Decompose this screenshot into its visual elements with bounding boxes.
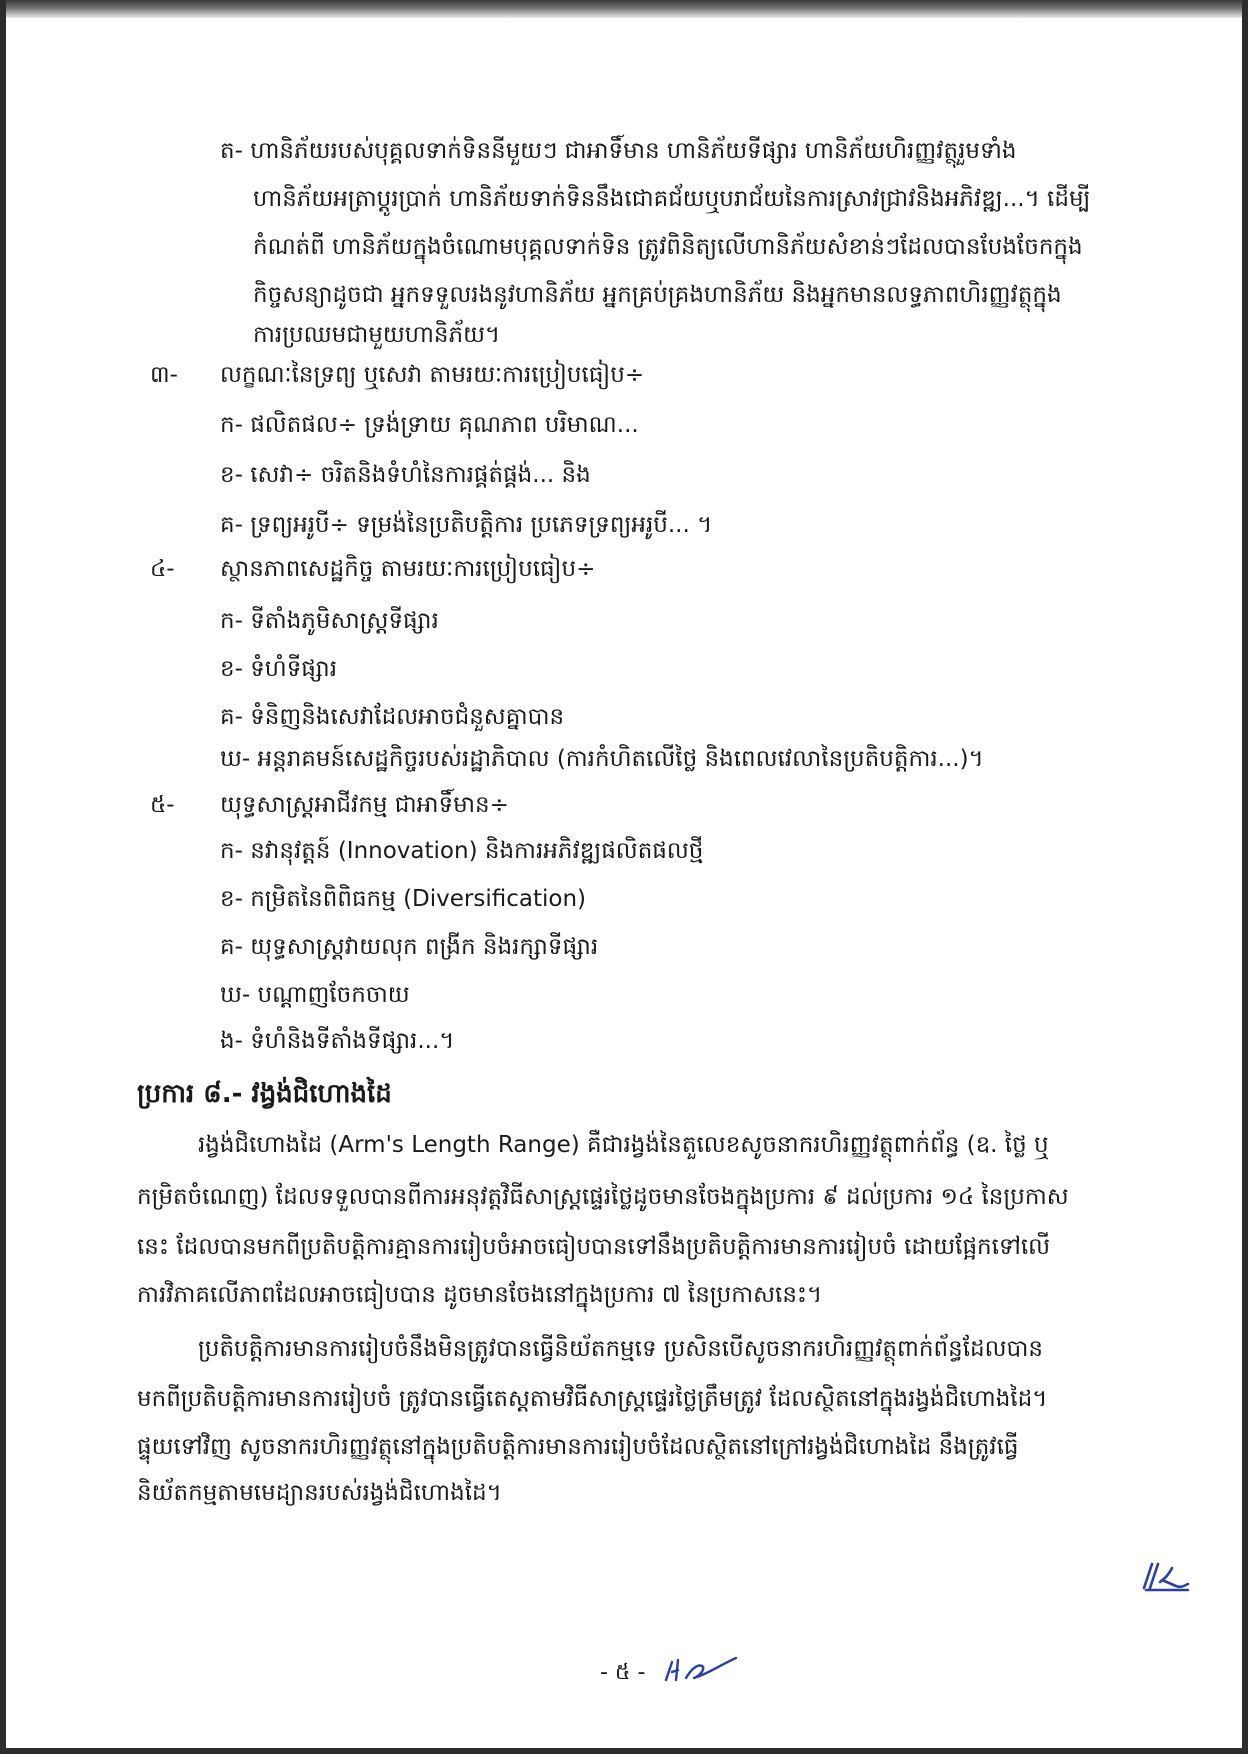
paragraph-2-line: មកពីប្រតិបត្តិការមានការរៀបចំ ត្រូវបានធ្វើតេស្តតាមវិធីសាស្ត្រផ្ទេរថ្លៃត្រឹមត្រូវ ដែលស្ថិតនៅក្នុងរង្វង់ជិហោងដៃ។	[137, 1386, 1048, 1412]
paragraph-2-line: ប្រតិបត្តិការមានការរៀបចំនឹងមិនត្រូវបានធ្វើនិយ័តកម្មទេ ប្រសិនបើសូចនាករហិរញ្ញវត្ថុពាក់ព័ន្ធដែលបាន	[198, 1336, 1043, 1362]
section-5-title: យុទ្ធសាស្ត្រអាជីវកម្ម ជាអាទិ៍មាន÷	[220, 792, 509, 818]
paragraph-2-line: ផ្ទុយទៅវិញ សូចនាករហិរញ្ញវត្ថុនៅក្នុងប្រតិបត្តិការមានការរៀបចំដែលស្ថិតនៅក្រៅរង្វង់ជិហោងដៃ នឹងត្រូវធ្វើ	[137, 1434, 1019, 1460]
section-4-item: ខ- ទំហំទីផ្សារ	[220, 656, 338, 682]
scan-border-right	[1242, 0, 1248, 1754]
section-4-item: ក- ទីតាំងភូមិសាស្ត្រទីផ្សារ	[220, 608, 439, 634]
section-3-number: ៣-	[150, 362, 178, 388]
paragraph-1-line: នេះ ដែលបានមកពីប្រតិបត្តិការគ្មានការរៀបចំអាចធៀបបានទៅនឹងប្រតិបត្តិការមានការរៀបចំ ដោយផ្អែកទៅលើ	[137, 1234, 1051, 1260]
intro-line-2: ហានិភ័យអត្រាប្តូរប្រាក់ ហានិភ័យទាក់ទិននឹងជោគជ័យឬបរាជ័យនៃការស្រាវជ្រាវនិងអភិវឌ្ឍ...។ ដើម្បី	[253, 186, 1091, 212]
section-4-number: ៤-	[150, 556, 175, 582]
page-number: - ៥ -	[600, 1660, 646, 1685]
scan-border-top	[0, 0, 1248, 18]
paragraph-1-line: រង្វង់ជិហោងដៃ (Arm's Length Range) គឺជារង្វង់នៃតួលេខសូចនាករហិរញ្ញវត្ថុពាក់ព័ន្ធ (ឧ. ថ្លៃ ឬ	[198, 1132, 1049, 1158]
section-5-number: ៥-	[150, 792, 175, 818]
intro-line-1: ត- ហានិភ័យរបស់បុគ្គលទាក់ទិននីមួយៗ ជាអាទិ៍មាន ហានិភ័យទីផ្សារ ហានិភ័យហិរញ្ញវត្ថុរួមទាំង	[220, 138, 1017, 164]
section-4-item: គ- ទំនិញនិងសេវាដែលអាចជំនួសគ្នាបាន	[220, 704, 565, 730]
section-5-item: គ- យុទ្ធសាស្ត្រវាយលុក ពង្រីក និងរក្សាទីផ្សារ	[220, 934, 599, 960]
handwritten-initials-corner	[1138, 1556, 1194, 1596]
section-3-item: ក- ផលិតផល÷ ទ្រង់ទ្រាយ គុណភាព បរិមាណ...	[220, 412, 639, 438]
section-5-item: ឃ- បណ្តាញចែកចាយ	[220, 982, 410, 1008]
paragraph-1-line: ការវិភាគលើភាពដែលអាចធៀបបាន ដូចមានចែងនៅក្នុងប្រការ ៧ នៃប្រកាសនេះ។	[137, 1282, 823, 1308]
intro-line-5: ការប្រឈមជាមួយហានិភ័យ។	[253, 322, 501, 348]
section-4-title: ស្ថានភាពសេដ្ឋកិច្ច តាមរយៈការប្រៀបធៀប÷	[220, 556, 596, 582]
section-5-item: ង- ទំហំនិងទីតាំងទីផ្សារ...។	[220, 1028, 455, 1054]
scan-border-left	[0, 0, 6, 1754]
section-4-item: ឃ- អន្តរាគមន៍សេដ្ឋកិច្ចរបស់រដ្ឋាភិបាល (ការកំហិតលើថ្លៃ និងពេលវេលានៃប្រតិបត្តិការ...)។	[220, 746, 984, 772]
article-heading: ប្រការ ៨.- វង្វង់ជិហោងដៃ	[137, 1079, 392, 1109]
section-3-item: ខ- សេវា÷ ចរិតនិងទំហំនៃការផ្គត់ផ្គង់... និង	[220, 462, 591, 488]
scan-border-bottom	[0, 1748, 1248, 1754]
paragraph-1-line: កម្រិតចំណេញ) ដែលទទួលបានពីការអនុវត្តវិធីសាស្ត្រផ្ទេរថ្លៃដូចមានចែងក្នុងប្រការ ៩ ដល់ប្រការ ១៤ នៃប្រកាស	[137, 1184, 1069, 1210]
section-5-item: ខ- កម្រិតនៃពិពិធកម្ម (Diversification)	[220, 886, 586, 912]
section-3-item: គ- ទ្រព្យអរូបី÷ ទម្រង់នៃប្រតិបត្តិការ ប្រភេទទ្រព្យអរូបី... ។	[220, 512, 713, 538]
paragraph-2-line: និយ័តកម្មតាមមេដ្យានរបស់រង្វង់ជិហោងដៃ។	[137, 1480, 502, 1506]
section-5-item: ក- នវានុវត្តន៍ (Innovation) និងការអភិវឌ្ឍផលិតផលថ្មី	[220, 838, 704, 864]
handwritten-initials-footer	[662, 1650, 742, 1690]
intro-line-4: កិច្ចសន្យាដូចជា អ្នកទទួលរងនូវហានិភ័យ អ្នកគ្រប់គ្រងហានិភ័យ និងអ្នកមានលទ្ធភាពហិរញ្ញវត្ថុក្នុង	[253, 282, 1062, 308]
section-3-title: លក្ខណៈនៃទ្រព្យ ឬសេវា តាមរយៈការប្រៀបធៀប÷	[220, 362, 645, 388]
intro-line-3: កំណត់ពី ហានិភ័យក្នុងចំណោមបុគ្គលទាក់ទិន ត្រូវពិនិត្យលើហានិភ័យសំខាន់ៗដែលបានបែងចែកក្នុង	[253, 234, 1083, 260]
